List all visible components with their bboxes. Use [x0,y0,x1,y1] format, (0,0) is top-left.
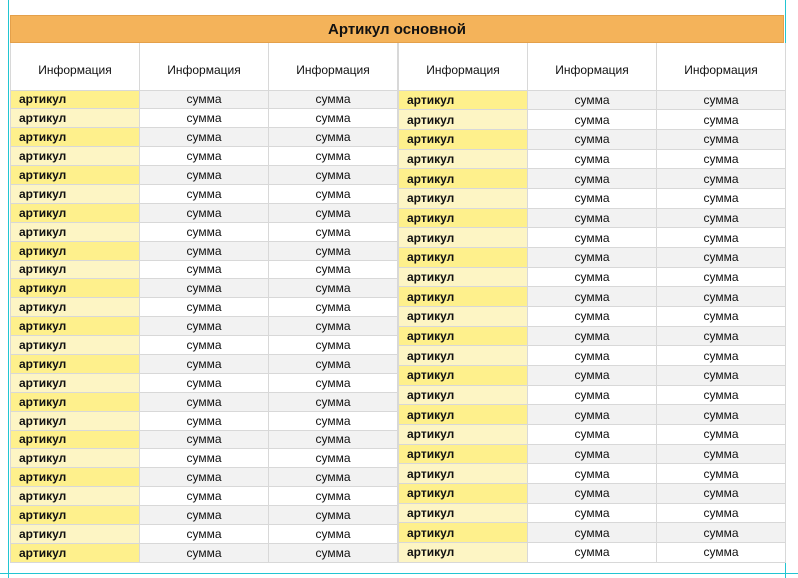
sum-cell[interactable]: сумма [528,424,657,444]
sum-cell[interactable]: сумма [269,543,398,562]
table-row [11,317,398,336]
right-table-body [399,90,786,562]
article-cell[interactable]: артикул [11,524,140,543]
article-cell[interactable]: артикул [399,424,528,444]
article-cell[interactable]: артикул [11,222,140,241]
article-cell[interactable]: артикул [11,487,140,506]
article-cell[interactable]: артикул [399,188,528,208]
sum-cell[interactable]: сумма [528,405,657,425]
table-row [399,149,786,169]
table-row [11,411,398,430]
article-cell[interactable]: артикул [399,110,528,130]
sum-cell[interactable]: сумма [528,503,657,523]
article-cell[interactable]: артикул [399,287,528,307]
sum-cell[interactable]: сумма [140,90,269,109]
article-cell[interactable]: артикул [11,317,140,336]
article-cell[interactable]: артикул [399,228,528,248]
article-cell[interactable]: артикул [11,90,140,109]
guide-line-bottom [0,573,798,574]
article-cell[interactable]: артикул [11,506,140,525]
article-cell[interactable]: артикул [11,336,140,355]
sum-cell[interactable]: сумма [657,169,786,189]
sum-cell[interactable]: сумма [269,506,398,525]
table-row [11,298,398,317]
sum-cell[interactable]: сумма [657,208,786,228]
article-cell[interactable]: артикул [399,326,528,346]
sum-cell[interactable]: сумма [657,385,786,405]
table-row [399,326,786,346]
sum-cell[interactable]: сумма [140,279,269,298]
sum-cell[interactable]: сумма [269,430,398,449]
article-cell[interactable]: артикул [11,392,140,411]
sum-cell[interactable]: сумма [269,487,398,506]
article-cell[interactable]: артикул [399,464,528,484]
sum-cell[interactable]: сумма [140,506,269,525]
sum-cell[interactable]: сумма [657,444,786,464]
article-cell[interactable]: артикул [399,149,528,169]
table-row [11,373,398,392]
sum-cell[interactable]: сумма [269,109,398,128]
table-row [11,524,398,543]
sum-cell[interactable]: сумма [269,468,398,487]
sum-cell[interactable]: сумма [528,444,657,464]
sum-cell[interactable]: сумма [657,306,786,326]
sum-cell[interactable]: сумма [140,411,269,430]
sum-cell[interactable]: сумма [657,365,786,385]
sum-cell[interactable]: сумма [269,260,398,279]
article-cell[interactable]: артикул [399,523,528,543]
sum-cell[interactable]: сумма [140,449,269,468]
table-row [399,267,786,287]
table-row [11,392,398,411]
sum-cell[interactable]: сумма [528,267,657,287]
sum-cell[interactable]: сумма [140,487,269,506]
sum-cell[interactable]: сумма [657,129,786,149]
sum-cell[interactable]: сумма [657,228,786,248]
article-cell[interactable]: артикул [11,166,140,185]
table-row [399,424,786,444]
table-row [11,222,398,241]
sum-cell[interactable]: сумма [269,298,398,317]
sum-cell[interactable]: сумма [657,188,786,208]
table-row [11,166,398,185]
table-row [399,228,786,248]
sum-cell[interactable]: сумма [140,241,269,260]
table-row [11,468,398,487]
article-cell[interactable]: артикул [11,109,140,128]
article-cell[interactable]: артикул [11,373,140,392]
article-cell[interactable]: артикул [399,247,528,267]
article-cell[interactable]: артикул [399,385,528,405]
table-row [11,203,398,222]
sum-cell[interactable]: сумма [269,336,398,355]
left-table [10,43,398,563]
table-row [399,90,786,110]
article-cell[interactable]: артикул [399,208,528,228]
article-cell[interactable]: артикул [11,430,140,449]
article-cell[interactable]: артикул [399,306,528,326]
sum-cell[interactable]: сумма [140,298,269,317]
sum-cell[interactable]: сумма [140,468,269,487]
table-row [11,543,398,562]
sum-cell[interactable]: сумма [528,287,657,307]
sum-cell[interactable]: сумма [528,110,657,130]
table-row [11,279,398,298]
sum-cell[interactable]: сумма [140,392,269,411]
sum-cell[interactable]: сумма [528,149,657,169]
sum-cell[interactable]: сумма [140,166,269,185]
sum-cell[interactable]: сумма [269,128,398,147]
sum-cell[interactable]: сумма [269,524,398,543]
table-row [399,208,786,228]
table-row [11,128,398,147]
table-row [11,147,398,166]
table-row [11,506,398,525]
sum-cell[interactable]: сумма [528,129,657,149]
sum-cell[interactable]: сумма [269,317,398,336]
column-header[interactable]: Информация [399,43,528,90]
sum-cell[interactable]: сумма [528,188,657,208]
article-cell[interactable]: артикул [11,411,140,430]
table-row [399,523,786,543]
article-cell[interactable]: артикул [399,365,528,385]
sum-cell[interactable]: сумма [528,228,657,248]
column-header[interactable]: Информация [140,43,269,90]
sum-cell[interactable]: сумма [657,247,786,267]
sum-cell[interactable]: сумма [528,306,657,326]
table-row [399,346,786,366]
sum-cell[interactable]: сумма [528,169,657,189]
spreadsheet [10,15,784,563]
article-cell[interactable]: артикул [11,279,140,298]
sum-cell[interactable]: сумма [269,373,398,392]
sum-cell[interactable]: сумма [657,110,786,130]
sum-cell[interactable]: сумма [657,464,786,484]
sum-cell[interactable]: сумма [140,128,269,147]
article-cell[interactable]: артикул [11,449,140,468]
sum-cell[interactable]: сумма [140,260,269,279]
article-cell[interactable]: артикул [399,483,528,503]
sum-cell[interactable]: сумма [140,109,269,128]
sum-cell[interactable]: сумма [269,279,398,298]
table-row [399,169,786,189]
sum-cell[interactable]: сумма [657,287,786,307]
article-cell[interactable]: артикул [399,503,528,523]
sum-cell[interactable]: сумма [528,523,657,543]
sum-cell[interactable]: сумма [657,483,786,503]
sum-cell[interactable]: сумма [140,373,269,392]
table-row [399,306,786,326]
table-row [399,385,786,405]
article-cell[interactable]: артикул [11,128,140,147]
sum-cell[interactable]: сумма [657,503,786,523]
sum-cell[interactable]: сумма [269,166,398,185]
sum-cell[interactable]: сумма [140,543,269,562]
sum-cell[interactable]: сумма [657,523,786,543]
sum-cell[interactable]: сумма [657,326,786,346]
article-cell[interactable]: артикул [399,444,528,464]
table-row [399,365,786,385]
article-cell[interactable]: артикул [399,267,528,287]
column-header[interactable]: Информация [528,43,657,90]
sum-cell[interactable]: сумма [528,208,657,228]
sum-cell[interactable]: сумма [657,90,786,110]
sum-cell[interactable]: сумма [269,411,398,430]
table-row [11,487,398,506]
sum-cell[interactable]: сумма [657,346,786,366]
table-row [11,449,398,468]
table-row [11,260,398,279]
article-cell[interactable]: артикул [11,184,140,203]
sum-cell[interactable]: сумма [140,430,269,449]
sum-cell[interactable]: сумма [528,385,657,405]
right-table [398,43,786,563]
sum-cell[interactable]: сумма [140,184,269,203]
table-row [11,241,398,260]
article-cell[interactable]: артикул [11,203,140,222]
sum-cell[interactable]: сумма [140,203,269,222]
article-cell[interactable]: артикул [399,90,528,110]
article-cell[interactable]: артикул [11,260,140,279]
table-row [11,184,398,203]
sum-cell[interactable]: сумма [528,542,657,562]
table-row [399,444,786,464]
sum-cell[interactable]: сумма [140,317,269,336]
sum-cell[interactable]: сумма [528,326,657,346]
sum-cell[interactable]: сумма [528,90,657,110]
article-cell[interactable]: артикул [399,542,528,562]
sum-cell[interactable]: сумма [269,184,398,203]
sum-cell[interactable]: сумма [657,405,786,425]
article-cell[interactable]: артикул [11,543,140,562]
sum-cell[interactable]: сумма [269,222,398,241]
right-header-row [399,43,786,90]
sum-cell[interactable]: сумма [528,365,657,385]
article-cell[interactable]: артикул [11,468,140,487]
article-cell[interactable]: артикул [399,346,528,366]
article-cell[interactable]: артикул [11,147,140,166]
sum-cell[interactable]: сумма [140,354,269,373]
table-row [399,247,786,267]
sum-cell[interactable]: сумма [269,354,398,373]
sheet-title: Артикул основной [10,15,784,43]
sum-cell[interactable]: сумма [269,449,398,468]
left-table-body [11,90,398,562]
article-cell[interactable]: артикул [399,129,528,149]
table-row [399,129,786,149]
article-cell[interactable]: артикул [399,405,528,425]
sum-cell[interactable]: сумма [657,267,786,287]
sum-cell[interactable]: сумма [528,346,657,366]
table-row [399,483,786,503]
table-row [11,336,398,355]
left-header-row [11,43,398,90]
sum-cell[interactable]: сумма [528,483,657,503]
article-cell[interactable]: артикул [11,241,140,260]
sum-cell[interactable]: сумма [528,247,657,267]
sum-cell[interactable]: сумма [140,222,269,241]
table-row [399,110,786,130]
sum-cell[interactable]: сумма [269,241,398,260]
sum-cell[interactable]: сумма [140,524,269,543]
sum-cell[interactable]: сумма [140,147,269,166]
column-header[interactable]: Информация [11,43,140,90]
sum-cell[interactable]: сумма [269,147,398,166]
table-row [11,109,398,128]
article-cell[interactable]: артикул [11,298,140,317]
sum-cell[interactable]: сумма [528,464,657,484]
table-row [399,287,786,307]
table-row [399,405,786,425]
sum-cell[interactable]: сумма [269,203,398,222]
article-cell[interactable]: артикул [399,169,528,189]
table-row [399,503,786,523]
table-row [399,464,786,484]
sum-cell[interactable]: сумма [657,424,786,444]
table-row [11,90,398,109]
table-row [399,542,786,562]
sum-cell[interactable]: сумма [269,90,398,109]
sum-cell[interactable]: сумма [657,149,786,169]
table-row [11,354,398,373]
column-header[interactable]: Информация [269,43,398,90]
table-row [11,430,398,449]
sum-cell[interactable]: сумма [269,392,398,411]
article-cell[interactable]: артикул [11,354,140,373]
column-header[interactable]: Информация [657,43,786,90]
sum-cell[interactable]: сумма [657,542,786,562]
guide-line-left [8,0,9,578]
table-row [399,188,786,208]
sum-cell[interactable]: сумма [140,336,269,355]
